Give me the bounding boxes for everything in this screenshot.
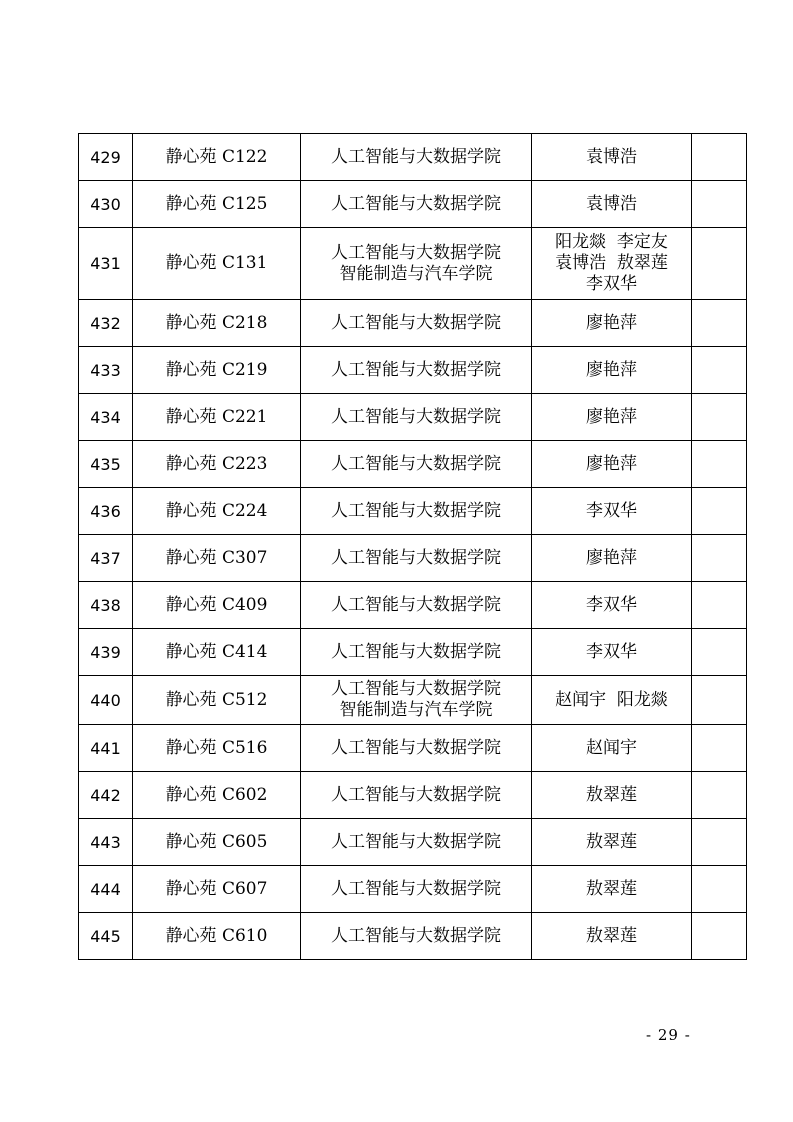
college-cell	[301, 772, 532, 819]
row-number-cell: 436	[79, 488, 133, 535]
note-cell	[692, 866, 747, 913]
table-row	[79, 866, 747, 913]
staff-cell	[532, 819, 692, 866]
college-cell	[301, 347, 532, 394]
room-cell: 静心苑 C131	[133, 228, 301, 300]
note-cell	[692, 134, 747, 181]
table-row	[79, 629, 747, 676]
college-cell	[301, 819, 532, 866]
college-cell	[301, 134, 532, 181]
table-row	[79, 913, 747, 960]
college-name: 智能制造与汽车学院	[339, 700, 493, 720]
room-cell: 静心苑 C414	[133, 629, 301, 676]
college-name: 人工智能与大数据学院	[331, 406, 501, 427]
note-cell	[692, 300, 747, 347]
staff-cell	[532, 228, 692, 300]
room-cell: 静心苑 C516	[133, 725, 301, 772]
college-cell	[301, 676, 532, 725]
room-cell: 静心苑 C218	[133, 300, 301, 347]
row-number-cell: 442	[79, 772, 133, 819]
staff-names: 廖艳萍	[586, 406, 637, 427]
table-row	[79, 819, 747, 866]
room-cell: 静心苑 C125	[133, 181, 301, 228]
staff-names: 敖翠莲	[586, 784, 637, 805]
staff-cell	[532, 134, 692, 181]
staff-names: 李双华	[586, 500, 637, 521]
staff-names: 廖艳萍	[586, 547, 637, 568]
room-cell: 静心苑 C610	[133, 913, 301, 960]
note-cell	[692, 535, 747, 582]
room-cell: 静心苑 C221	[133, 394, 301, 441]
college-cell	[301, 866, 532, 913]
staff-names: 赵闻宇 阳龙燚	[555, 689, 668, 710]
college-cell	[301, 181, 532, 228]
room-cell: 静心苑 C224	[133, 488, 301, 535]
college-cell	[301, 582, 532, 629]
college-name: 人工智能与大数据学院	[331, 641, 501, 662]
row-number-cell: 440	[79, 676, 133, 725]
table-row	[79, 582, 747, 629]
college-cell	[301, 441, 532, 488]
table-row	[79, 772, 747, 819]
room-cell: 静心苑 C219	[133, 347, 301, 394]
row-number-cell: 445	[79, 913, 133, 960]
staff-names: 李双华	[586, 594, 637, 615]
college-name: 人工智能与大数据学院	[331, 784, 501, 805]
college-name: 智能制造与汽车学院	[339, 263, 493, 284]
staff-names: 袁博浩	[586, 193, 637, 214]
staff-cell	[532, 488, 692, 535]
staff-cell	[532, 582, 692, 629]
row-number-cell: 429	[79, 134, 133, 181]
table-row	[79, 347, 747, 394]
note-cell	[692, 772, 747, 819]
staff-names: 廖艳萍	[586, 312, 637, 333]
college-name: 人工智能与大数据学院	[331, 193, 501, 214]
staff-cell	[532, 676, 692, 725]
college-name: 人工智能与大数据学院	[331, 146, 501, 167]
room-cell: 静心苑 C409	[133, 582, 301, 629]
college-name: 人工智能与大数据学院	[331, 594, 501, 615]
staff-names: 袁博浩	[586, 146, 637, 167]
college-cell	[301, 228, 532, 300]
note-cell	[692, 913, 747, 960]
room-cell: 静心苑 C122	[133, 134, 301, 181]
staff-names: 敖翠莲	[586, 831, 637, 852]
college-cell	[301, 300, 532, 347]
college-cell	[301, 488, 532, 535]
note-cell	[692, 347, 747, 394]
table-row	[79, 394, 747, 441]
staff-cell	[532, 866, 692, 913]
staff-cell	[532, 725, 692, 772]
college-name: 人工智能与大数据学院	[331, 312, 501, 333]
table-row	[79, 535, 747, 582]
staff-cell	[532, 913, 692, 960]
note-cell	[692, 676, 747, 725]
note-cell	[692, 819, 747, 866]
table-body	[79, 134, 747, 960]
row-number-cell: 437	[79, 535, 133, 582]
room-cell: 静心苑 C512	[133, 676, 301, 725]
row-number-cell: 433	[79, 347, 133, 394]
staff-names: 敖翠莲	[586, 878, 637, 899]
table-row	[79, 441, 747, 488]
note-cell	[692, 725, 747, 772]
college-cell	[301, 913, 532, 960]
staff-names: 廖艳萍	[586, 359, 637, 380]
staff-cell	[532, 181, 692, 228]
table-row	[79, 676, 747, 725]
row-number-cell: 435	[79, 441, 133, 488]
college-cell	[301, 725, 532, 772]
row-number-cell: 439	[79, 629, 133, 676]
room-cell: 静心苑 C602	[133, 772, 301, 819]
college-name: 人工智能与大数据学院	[331, 831, 501, 852]
college-name: 人工智能与大数据学院	[331, 925, 501, 946]
row-number-cell: 444	[79, 866, 133, 913]
college-name: 人工智能与大数据学院	[331, 547, 501, 568]
note-cell	[692, 582, 747, 629]
staff-names: 李双华	[586, 274, 637, 294]
note-cell	[692, 488, 747, 535]
staff-names: 阳龙燚 李定友	[555, 232, 668, 252]
college-name: 人工智能与大数据学院	[331, 737, 501, 758]
staff-names: 赵闻宇	[586, 737, 637, 758]
staff-names: 袁博浩 敖翠莲	[555, 253, 668, 273]
room-cell: 静心苑 C605	[133, 819, 301, 866]
college-name: 人工智能与大数据学院	[331, 242, 501, 263]
table-row	[79, 488, 747, 535]
row-number-cell: 441	[79, 725, 133, 772]
row-number-cell: 430	[79, 181, 133, 228]
note-cell	[692, 181, 747, 228]
staff-names: 廖艳萍	[586, 453, 637, 474]
room-cell: 静心苑 C607	[133, 866, 301, 913]
note-cell	[692, 394, 747, 441]
staff-cell	[532, 629, 692, 676]
college-name: 人工智能与大数据学院	[331, 679, 501, 699]
table-row	[79, 725, 747, 772]
staff-cell	[532, 347, 692, 394]
row-number-cell: 434	[79, 394, 133, 441]
room-cell: 静心苑 C307	[133, 535, 301, 582]
table-row	[79, 181, 747, 228]
room-cell: 静心苑 C223	[133, 441, 301, 488]
page-number: - 29 -	[646, 1026, 691, 1044]
staff-names: 敖翠莲	[586, 925, 637, 946]
row-number-cell: 431	[79, 228, 133, 300]
college-cell	[301, 535, 532, 582]
note-cell	[692, 228, 747, 300]
table-row	[79, 134, 747, 181]
row-number-cell: 443	[79, 819, 133, 866]
college-cell	[301, 394, 532, 441]
college-name: 人工智能与大数据学院	[331, 453, 501, 474]
table-row	[79, 228, 747, 300]
college-cell	[301, 629, 532, 676]
staff-cell	[532, 441, 692, 488]
staff-cell	[532, 535, 692, 582]
dormitory-assignment-table	[78, 133, 747, 960]
college-name: 人工智能与大数据学院	[331, 359, 501, 380]
note-cell	[692, 441, 747, 488]
college-name: 人工智能与大数据学院	[331, 500, 501, 521]
table-row	[79, 300, 747, 347]
college-name: 人工智能与大数据学院	[331, 878, 501, 899]
row-number-cell: 438	[79, 582, 133, 629]
staff-cell	[532, 772, 692, 819]
staff-cell	[532, 394, 692, 441]
note-cell	[692, 629, 747, 676]
row-number-cell: 432	[79, 300, 133, 347]
staff-names: 李双华	[586, 641, 637, 662]
staff-cell	[532, 300, 692, 347]
